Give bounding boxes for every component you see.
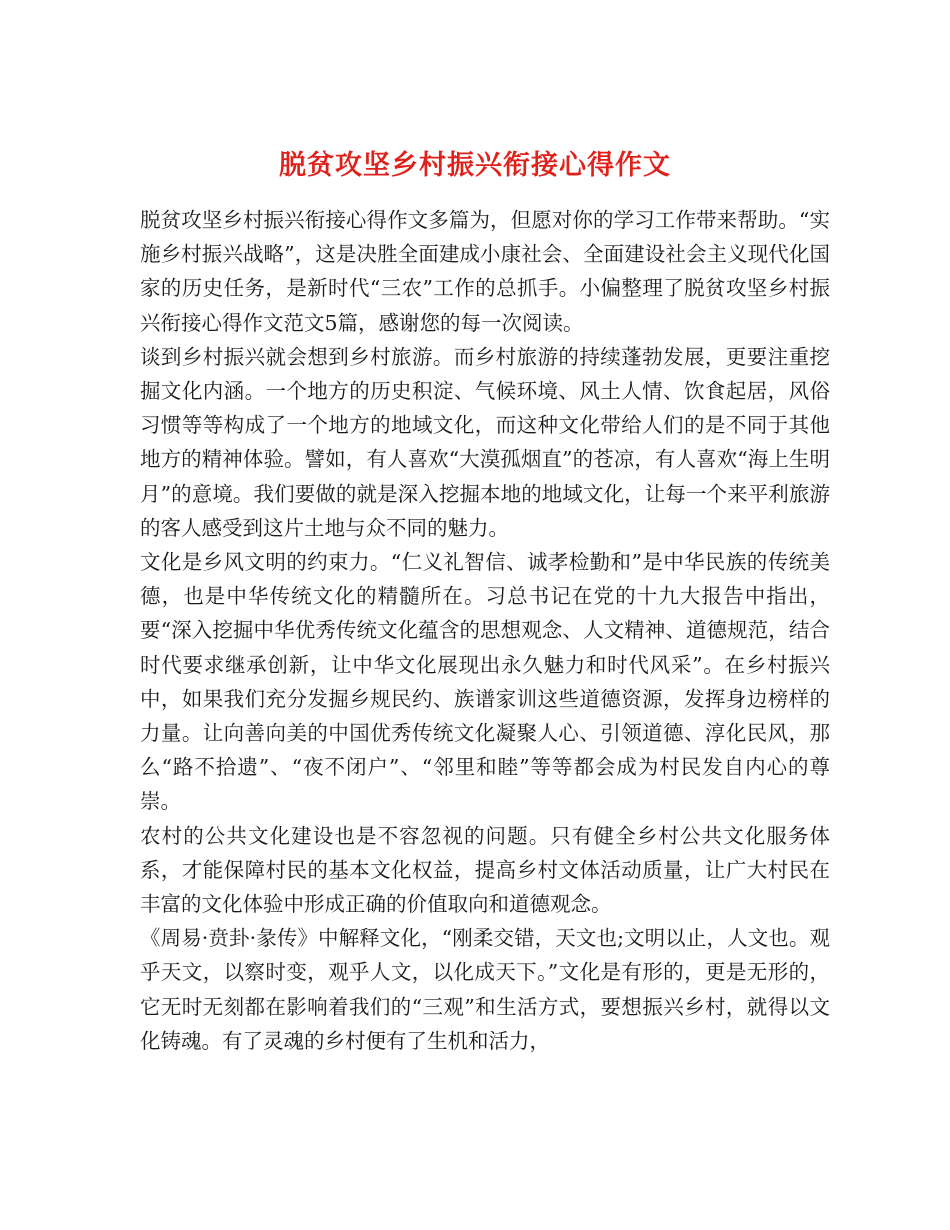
document-title: 脱贫攻坚乡村振兴衔接心得作文 [279, 150, 671, 182]
paragraph-rural-tourism: 谈到乡村振兴就会想到乡村旅游。而乡村旅游的持续蓬勃发展，更要注重挖掘文化内涵。一个地方的历史积淀、气候环境、风土人情、饮食起居，风俗习惯等等构成了一个地方的地域文化，而这种文化带给人们的是不同于其他地方的精神体验。譬如，有人喜欢“大漠孤烟直”的苍凉，有人喜欢“海上生明月”的意境。我们要做的就是深入挖掘本地的地域文化，让每一个来平利旅游的客人感受到这片土地与众不同的魅力。 [140, 344, 830, 540]
document-body [140, 203, 830, 1058]
paragraph-intro: 脱贫攻坚乡村振兴衔接心得作文多篇为，但愿对你的学习工作带来帮助。“实施乡村振兴战略”，这是决胜全面建成小康社会、全面建设社会主义现代化国家的历史任务，是新时代“三农”工作的总抓手。小偏整理了脱贫攻坚乡村振兴衔接心得作文范文5篇，感谢您的每一次阅读。 [140, 208, 830, 335]
paragraph-traditional-virtue: 文化是乡风文明的约束力。“仁义礼智信、诚孝检勤和”是中华民族的传统美德，也是中华传统文化的精髓所在。习总书记在党的十九大报告中指出，要“深入挖掘中华优秀传统文化蕴含的思想观念、人文精神、道德规范，结合时代要求继承创新，让中华文化展现出永久魅力和时代风采”。在乡村振兴中，如果我们充分发掘乡规民约、族谱家训这些道德资源，发挥身边榜样的力量。让向善向美的中国优秀传统文化凝聚人心、引领道德、淳化民风，那么“路不拾遗”、“夜不闭户”、“邻里和睦”等等都会成为村民发自内心的尊崇。 [140, 550, 830, 814]
paragraph-public-culture: 农村的公共文化建设也是不容忽视的问题。只有健全乡村公共文化服务体系，才能保障村民的基本文化权益，提高乡村文体活动质量，让广大村民在丰富的文化体验中形成正确的价值取向和道德观念。 [140, 823, 830, 917]
paragraph-zhouyi: 《周易·贲卦·彖传》中解释文化，“刚柔交错，天文也;文明以止，人文也。观乎天文，以察时变，观乎人文，以化成天下。”文化是有形的，更是无形的，它无时无刻都在影响着我们的“三观”和生活方式，要想振兴乡村，就得以文化铸魂。有了灵魂的乡村便有了生机和活力， [140, 926, 830, 1053]
